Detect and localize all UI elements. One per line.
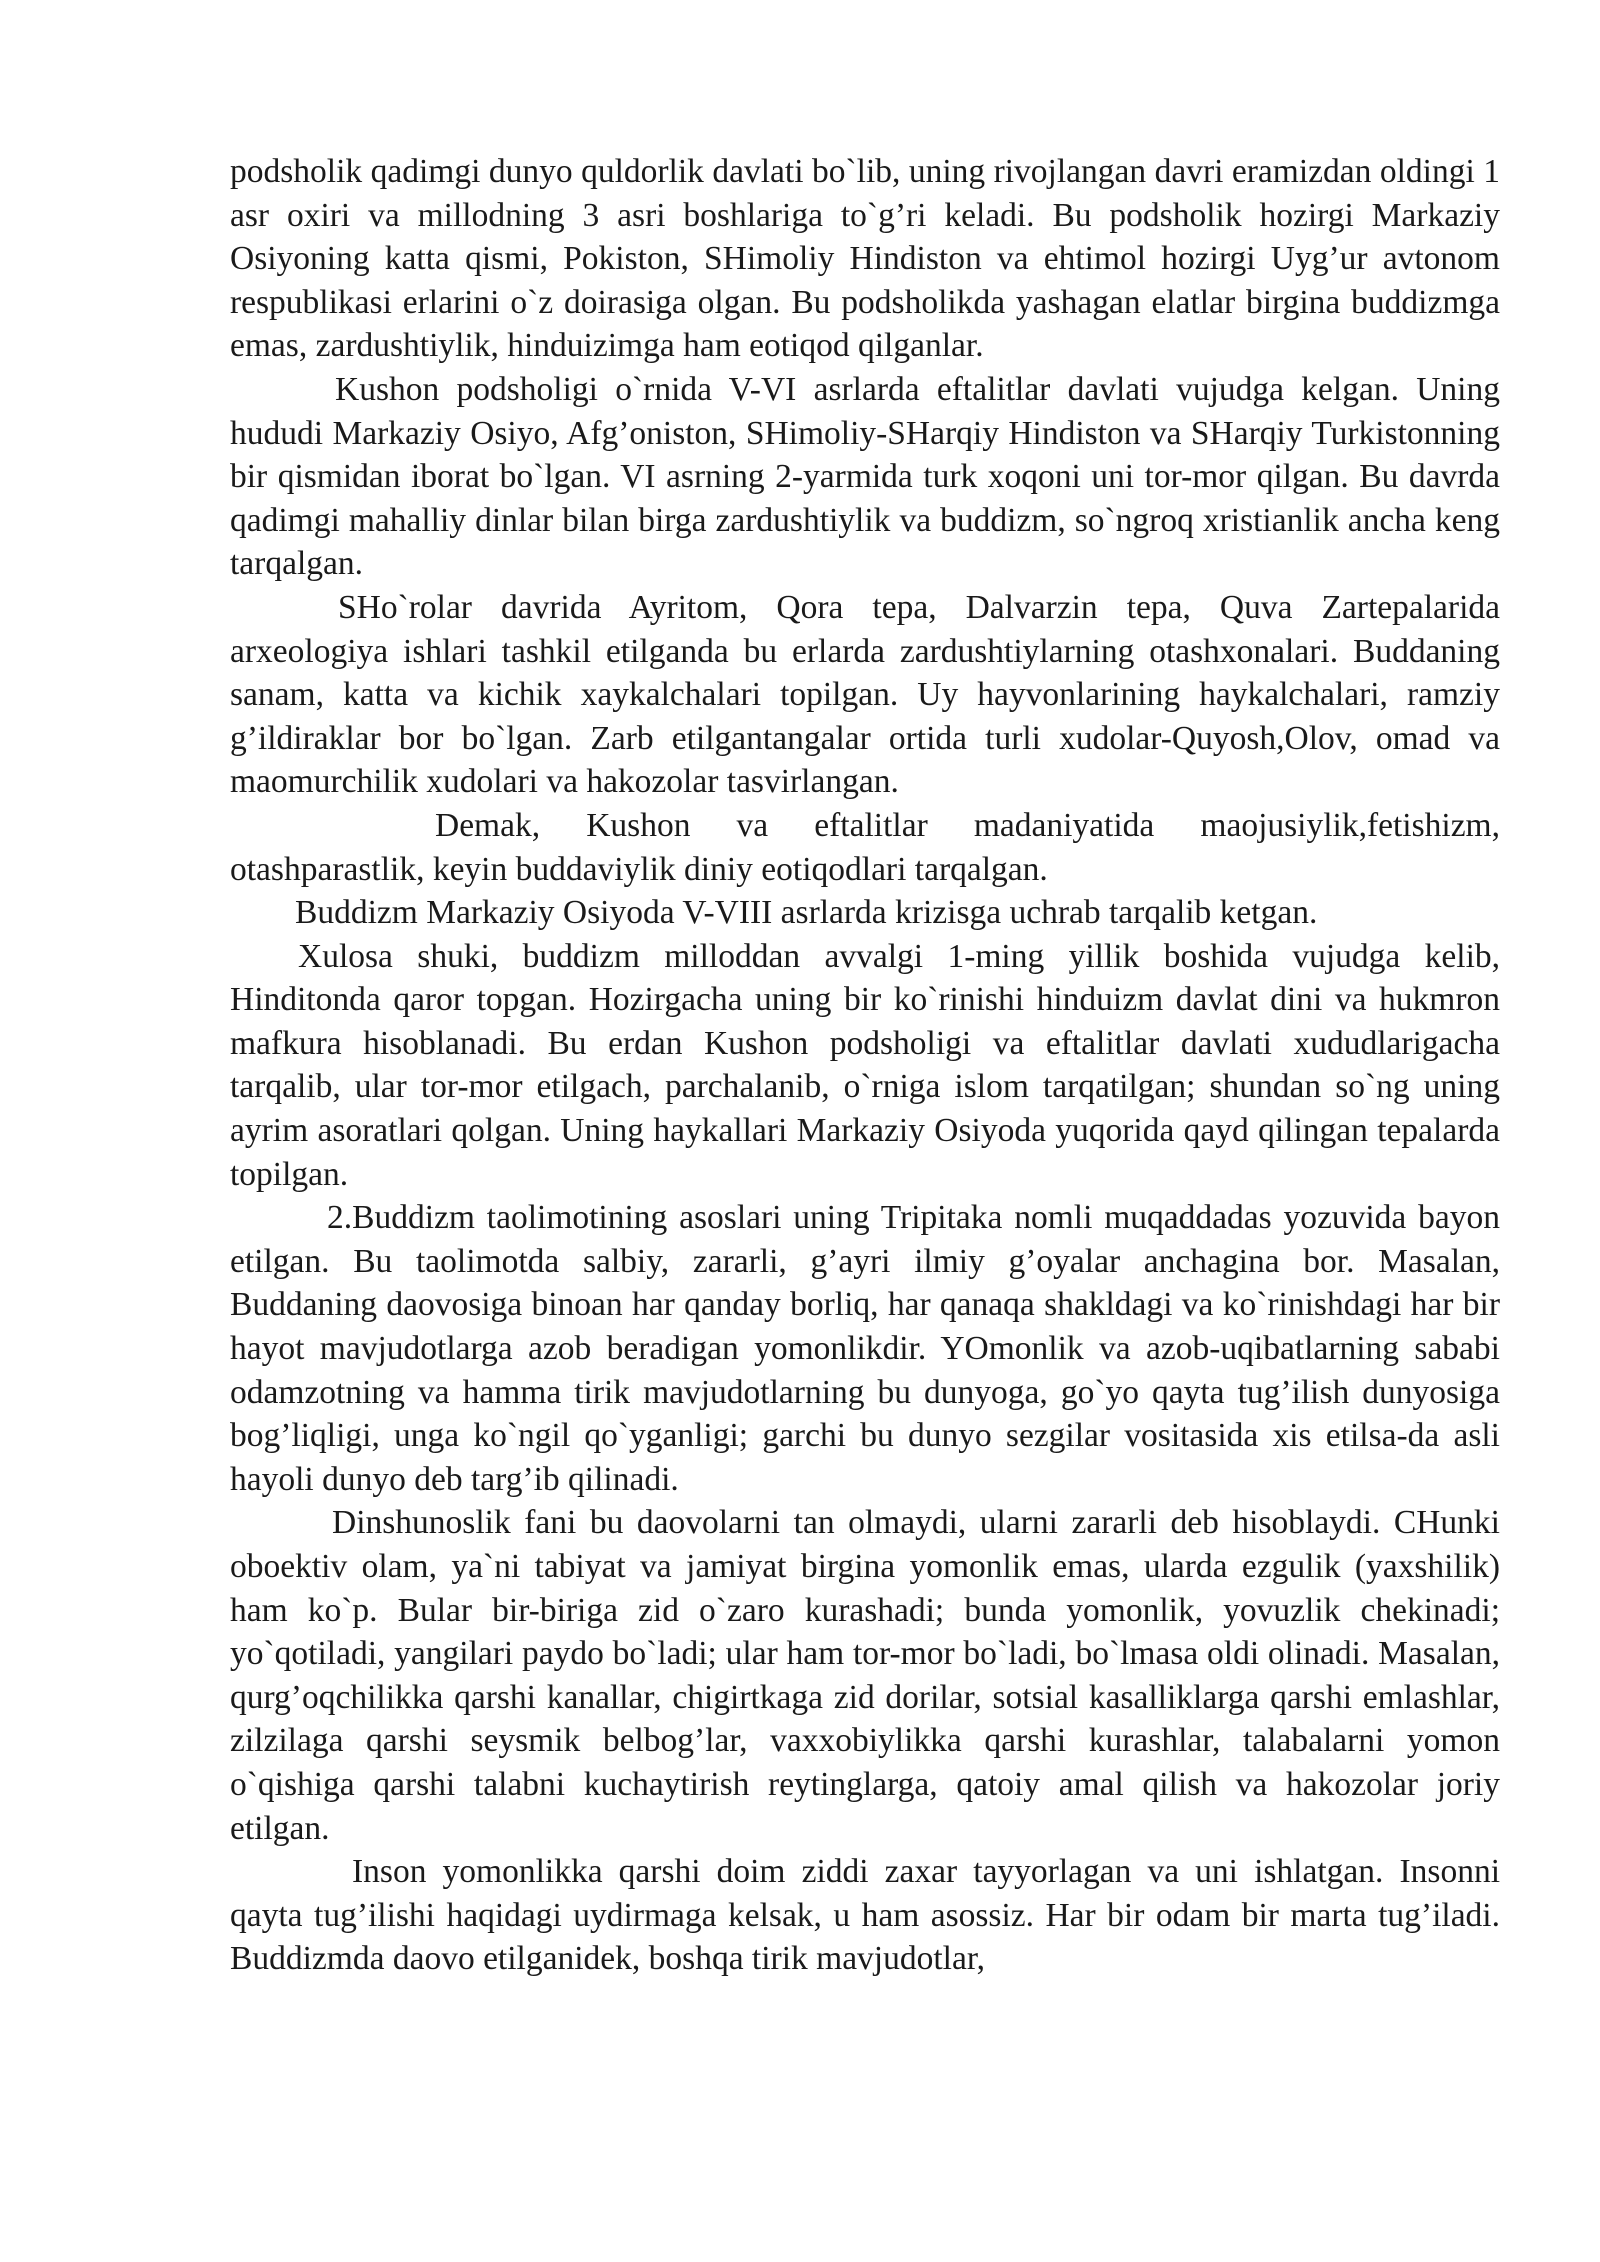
paragraph-buddhism-crisis: Buddizm Markaziy Osiyoda V-VIII asrlarda krizisga uchrab tarqalib ketgan. [295, 894, 1318, 932]
paragraph-archaeology: SHo`rolar davrida Ayritom, Qora tepa, Dalvarzin tepa, Quva Zartepalarida arxeologiya ishlari tashkil etilganda bu erlarda zardushtiylarning otashxonalari. Buddaning sanam, katta va kichik xaykalchalari topilgan. Uy hayvonlarining haykalchalari, ramziy g’ildiraklar bor bo`lgan. Zarb etilgantangalar ortida turli xudolar-Quyosh,Olov, omad va maomurchilik xudolari va hakozolar tasvirlangan. [230, 588, 1500, 801]
paragraph-conclusion-beliefs: Demak, Kushon va eftalitlar madaniyatida maojusiylik,fetishizm, otashparastlik, keyin buddaviylik diniy eotiqodlari tarqalgan. [230, 806, 1500, 888]
paragraph-eftalites: Kushon podsholigi o`rnida V-VI asrlarda eftalitlar davlati vujudga kelgan. Uning hududi Markaziy Osiyo, Afg’oniston, SHimoliy-SHarqiy Hindiston va SHarqiy Turkistonning bir qismidan iborat bo`lgan. VI asrning 2-yarmida turk xoqoni uni tor-mor qilgan. Bu davrda qadimgi mahalliy dinlar bilan birga zardushtiylik va buddizm, so`ngroq xristianlik ancha keng tarqalgan. [230, 370, 1500, 583]
document-page [230, 150, 1500, 1981]
paragraph-summary: Xulosa shuki, buddizm milloddan avvalgi 1-ming yillik boshida vujudga kelib, Hinditonda qaror topgan. Hozirgacha uning bir ko`rinishi hinduizm davlat dini va hukmron mafkura hisoblanadi. Bu erdan Kushon podsholigi va eftalitlar davlati xududlarigacha tarqalib, ular tor-mor etilgach, parchalanib, o`rniga islom tarqatilgan; shundan so`ng uning ayrim asoratlari qolgan. Uning haykallari Markaziy Osiyoda yuqorida qayd qilingan tepalarda topilgan. [230, 937, 1500, 1193]
paragraph-rebirth: Inson yomonlikka qarshi doim ziddi zaxar tayyorlagan va uni ishlatgan. Insonni qayta tug’ilishi haqidagi uydirmaga kelsak, u ham asossiz. Har bir odam bir marta tug’iladi. Buddizmda daovo etilganidek, boshqa tirik mavjudotlar, [230, 1853, 1500, 1978]
paragraph-tripitaka: 2.Buddizm taolimotining asoslari uning Tripitaka nomli muqaddadas yozuvida bayon etilgan. Bu taolimotda salbiy, zararli, g’ayri ilmiy g’oyalar anchagina bor. Masalan, Buddaning daovosiga binoan har qanday borliq, har qanaqa shakldagi va ko`rinishdagi har bir hayot mavjudotlarga azob beradigan yomonlikdir. YOmonlik va azob-uqibatlarning sababi odamzotning va hamma tirik mavjudotlarning bu dunyoga, go`yo qayta tug’ilish dunyosiga bog’liqligi, unga ko`ngil qo`yganligi; garchi bu dunyo sezgilar vositasida xis etilsa-da asli hayoli dunyo deb targ’ib qilinadi. [230, 1199, 1500, 1498]
paragraph-religious-studies: Dinshunoslik fani bu daovolarni tan olmaydi, ularni zararli deb hisoblaydi. CHunki oboektiv olam, ya`ni tabiyat va jamiyat birgina yomonlik emas, ularda ezgulik (yaxshilik) ham ko`p. Bular bir-biriga zid o`zaro kurashadi; bunda yomonlik, yovuzlik chekinadi; yo`qotiladi, yangilari paydo bo`ladi; ular ham tor-mor bo`ladi, bo`lmasa oldi olinadi. Masalan, qurg’oqchilikka qarshi kanallar, chigirtkaga zid dorilar, sotsial kasalliklarga qarshi emlashlar, zilzilaga qarshi seysmik belbog’lar, vaxxobiylikka qarshi kurashlar, talabalarni yomon o`qishiga qarshi talabni kuchaytirish reytinglarga, qatoiy amal qilish va hakozolar joriy etilgan. [230, 1504, 1500, 1847]
paragraph-kushon-kingdom: podsholik qadimgi dunyo quldorlik davlati bo`lib, uning rivojlangan davri eramizdan oldingi 1 asr oxiri va millodning 3 asri boshlariga to`g’ri keladi. Bu podsholik hozirgi Markaziy Osiyoning katta qismi, Pokiston, SHimoliy Hindiston va ehtimol hozirgi Uyg’ur avtonom respublikasi erlarini o`z doirasiga olgan. Bu podsholikda yashagan elatlar birgina buddizmga emas, zardushtiylik, hinduizimga ham eotiqod qilganlar. [230, 153, 1500, 365]
